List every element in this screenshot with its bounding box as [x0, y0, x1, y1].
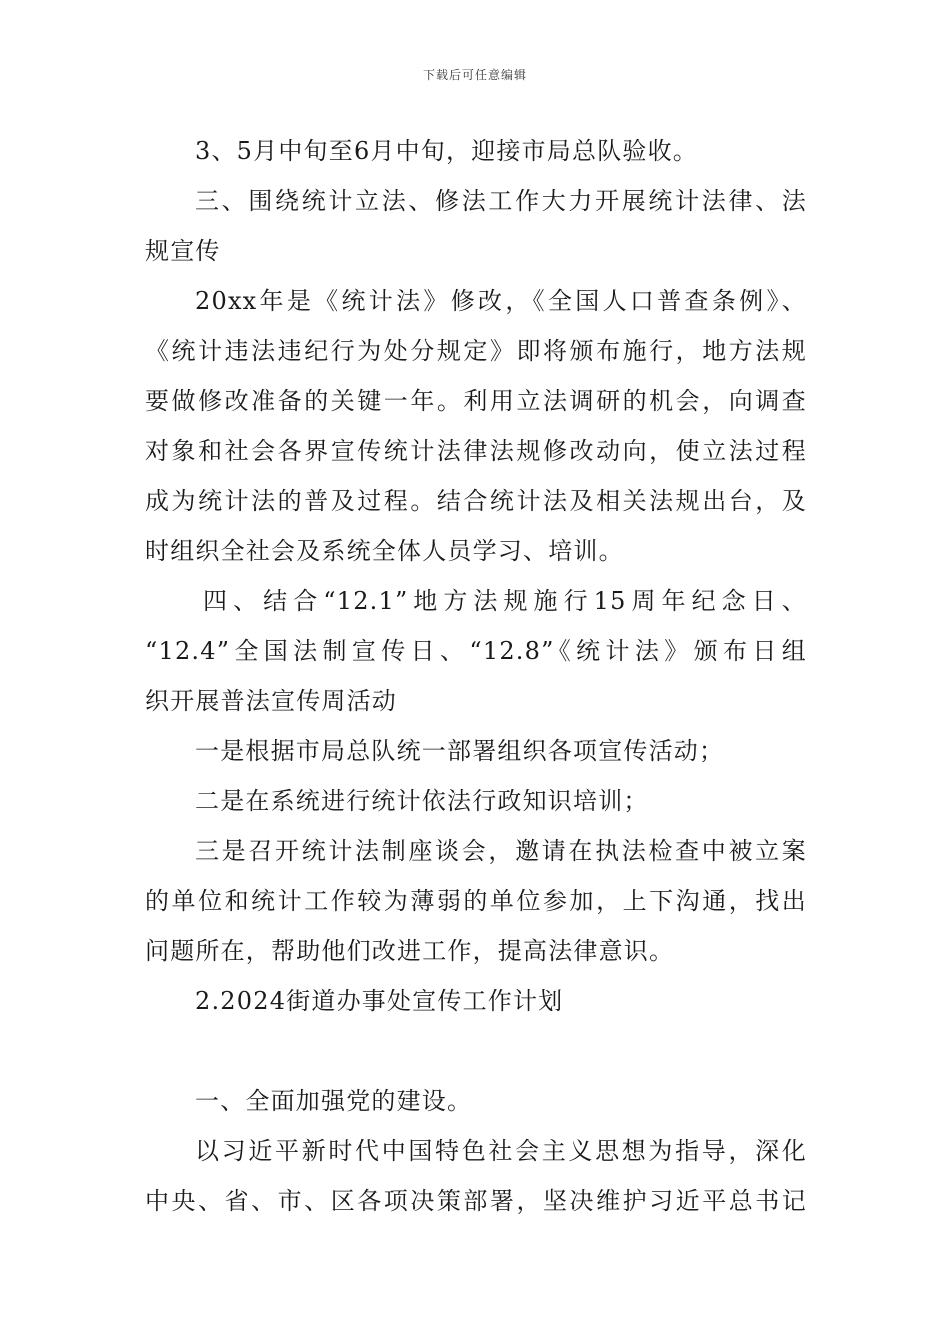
list-item: 一是根据市局总队统一部署组织各项宣传活动；	[195, 737, 725, 765]
list-item: 问题所在，帮助他们改进工作，提高法律意识。	[145, 937, 675, 965]
paragraph-line: 对象和社会各界宣传统计法律法规修改动向，使立法过程	[145, 437, 807, 465]
section-heading: 三、围绕统计立法、修法工作大力开展统计法律、法	[195, 187, 807, 215]
document-body	[145, 126, 807, 1226]
section-heading: “12.4”全国法制宣传日、“12.8”《统计法》颁布日组	[145, 637, 807, 665]
text-line: 3、5月中旬至6月中旬，迎接市局总队验收。	[195, 137, 699, 165]
list-item: 三是召开统计法制座谈会，邀请在执法检查中被立案	[195, 837, 807, 865]
section-heading: 四、结合“12.1”地方法规施行15周年纪念日、	[203, 587, 807, 615]
text-line: 规宣传	[145, 237, 221, 265]
section-heading: 织开展普法宣传周活动	[145, 687, 397, 715]
paragraph-line: 以习近平新时代中国特色社会主义思想为指导，深化	[195, 1137, 807, 1165]
paragraph-line: 成为统计法的普及过程。结合统计法及相关法规出台，及	[145, 487, 807, 515]
list-item: 二是在系统进行统计依法行政知识培训；	[195, 787, 649, 815]
paragraph-line: 时组织全社会及系统全体人员学习、培训。	[145, 537, 624, 565]
section-heading: 一、全面加强党的建设。	[195, 1087, 473, 1115]
page-header: 下载后可任意编辑	[422, 68, 527, 82]
paragraph-line: 《统计违法违纪行为处分规定》即将颁布施行，地方法规	[145, 337, 807, 365]
paragraph-line: 20xx年是《统计法》修改，《全国人口普查条例》、	[195, 287, 807, 315]
document-title: 2.2024街道办事处宣传工作计划	[195, 987, 564, 1015]
list-item: 的单位和统计工作较为薄弱的单位参加，上下沟通，找出	[145, 887, 807, 915]
blank-line	[145, 1026, 807, 1076]
paragraph-line: 中央、省、市、区各项决策部署，坚决维护习近平总书记	[145, 1187, 807, 1215]
paragraph-line: 要做修改准备的关键一年。利用立法调研的机会，向调查	[145, 387, 807, 415]
